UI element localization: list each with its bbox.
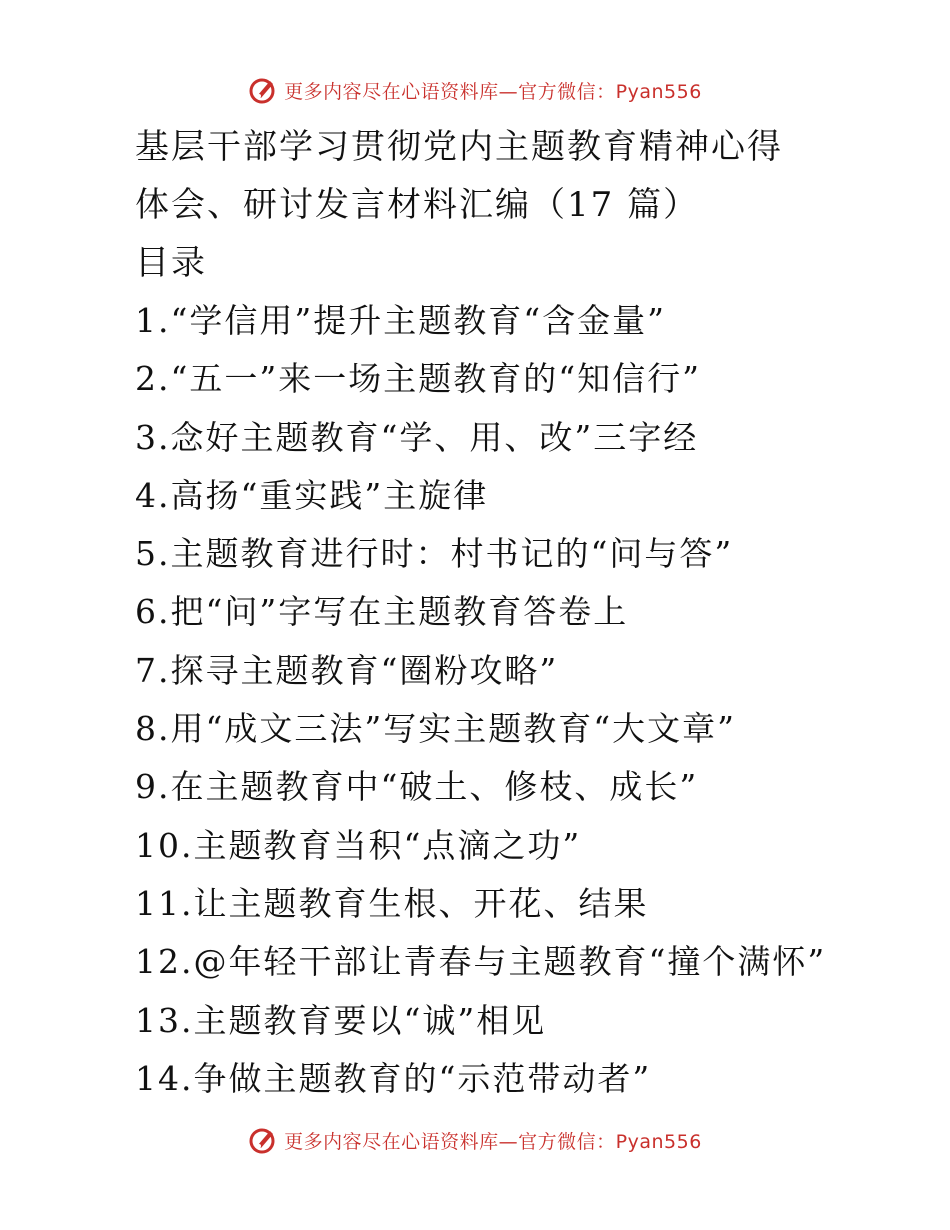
watermark-text: 更多内容尽在心语资料库—官方微信：Pyan556: [284, 1130, 702, 1153]
watermark-footer: [0, 1120, 950, 1160]
document-title-line-2: 体会、研讨发言材料汇编（17 篇）: [135, 185, 700, 225]
pen-logo-icon: [248, 75, 278, 105]
toc-item: 12.@年轻干部让青春与主题教育“撞个满怀”: [135, 942, 827, 982]
toc-item: 3.念好主题教育“学、用、改”三字经: [135, 417, 699, 457]
toc-item: 13.主题教育要以“诚”相见: [135, 1000, 547, 1040]
toc-item: 9.在主题教育中“破土、修枝、成长”: [135, 767, 699, 807]
document-body: [135, 118, 925, 1108]
watermark-contact: Pyan556: [615, 1130, 702, 1153]
toc-item: 1.“学信用”提升主题教育“含金量”: [135, 301, 666, 340]
toc-item: 4.高扬“重实践”主旋律: [135, 475, 489, 515]
watermark-contact: Pyan556: [615, 80, 702, 103]
toc-item: 14.争做主题教育的“示范带动者”: [135, 1058, 652, 1098]
watermark-header: [0, 70, 950, 110]
toc-item: 7.探寻主题教育“圈粉攻略”: [135, 650, 559, 690]
toc-item: 8.用“成文三法”写实主题教育“大文章”: [135, 709, 736, 749]
pen-logo-icon: [248, 1125, 278, 1155]
toc-item: 10.主题教育当积“点滴之功”: [135, 825, 582, 865]
document-title-line-1: 基层干部学习贯彻党内主题教育精神心得: [135, 127, 783, 167]
toc-list: [135, 292, 925, 1108]
toc-item: 5.主题教育进行时：村书记的“问与答”: [135, 534, 734, 574]
toc-item: 2.“五一”来一场主题教育的“知信行”: [135, 359, 701, 399]
watermark-text: 更多内容尽在心语资料库—官方微信：Pyan556: [284, 80, 702, 103]
toc-item: 6.把“问”字写在主题教育答卷上: [135, 592, 629, 632]
toc-heading: 目录: [135, 243, 207, 283]
toc-item: 11.让主题教育生根、开花、结果: [135, 883, 649, 923]
